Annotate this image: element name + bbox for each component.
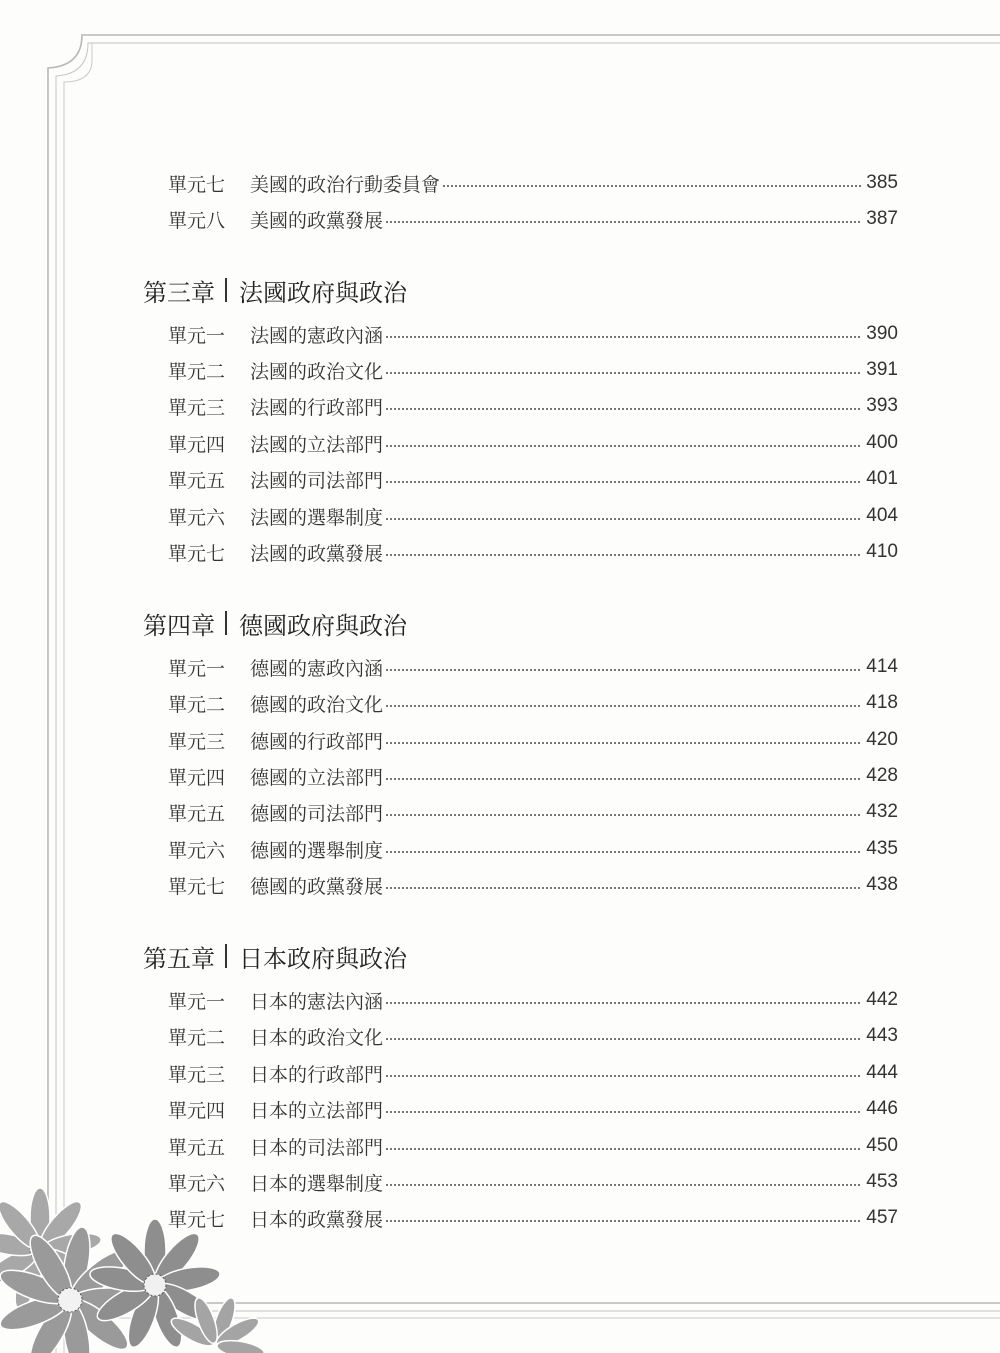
toc-entry[interactable]: [168, 391, 898, 421]
unit-title: 德國的政治文化: [250, 693, 384, 716]
page-number: 438: [866, 874, 898, 895]
unit-number: 單元七: [168, 542, 226, 565]
toc-entry[interactable]: [168, 652, 898, 682]
page-number: 432: [866, 801, 898, 822]
unit-title: 法國的立法部門: [250, 433, 384, 456]
unit-number: 單元五: [168, 1136, 226, 1159]
chapter-number: 第四章: [143, 611, 215, 640]
toc-entry[interactable]: [168, 761, 898, 791]
unit-number: 單元一: [168, 657, 226, 680]
chapter-heading[interactable]: [143, 938, 407, 974]
unit-title: 德國的司法部門: [250, 802, 384, 825]
dot-leader: [385, 1148, 862, 1150]
unit-title: 法國的政黨發展: [250, 542, 384, 565]
dot-leader: [385, 336, 862, 338]
dot-leader: [385, 372, 862, 374]
unit-title: 日本的司法部門: [250, 1136, 384, 1159]
unit-number: 單元二: [168, 1026, 226, 1049]
unit-title: 日本的立法部門: [250, 1099, 384, 1122]
unit-title: 日本的選舉制度: [250, 1172, 384, 1195]
toc-entry[interactable]: [168, 319, 898, 349]
unit-number: 單元七: [168, 1208, 226, 1231]
page-number: 385: [866, 172, 898, 193]
page-number: 410: [866, 541, 898, 562]
toc-entry[interactable]: [168, 725, 898, 755]
page-number: 390: [866, 323, 898, 344]
unit-title: 德國的選舉制度: [250, 839, 384, 862]
unit-title: 法國的政治文化: [250, 360, 384, 383]
unit-number: 單元五: [168, 802, 226, 825]
page-number: 393: [866, 395, 898, 416]
page-number: 420: [866, 729, 898, 750]
page-number: 391: [866, 359, 898, 380]
unit-title: 法國的選舉制度: [250, 506, 384, 529]
toc-entry[interactable]: [168, 501, 898, 531]
chapter-separator: [225, 944, 227, 968]
toc-entry[interactable]: [168, 428, 898, 458]
unit-number: 單元六: [168, 839, 226, 862]
dot-leader: [385, 887, 862, 889]
unit-number: 單元七: [168, 875, 226, 898]
unit-number: 單元一: [168, 990, 226, 1013]
unit-number: 單元四: [168, 433, 226, 456]
chapter-title: 德國政府與政治: [239, 611, 407, 640]
unit-number: 單元五: [168, 469, 226, 492]
unit-title: 法國的憲政內涵: [250, 324, 384, 347]
unit-title: 日本的政黨發展: [250, 1208, 384, 1231]
page-number: 443: [866, 1025, 898, 1046]
unit-number: 單元四: [168, 1099, 226, 1122]
chapter-title: 日本政府與政治: [239, 944, 407, 973]
unit-title: 美國的政黨發展: [250, 209, 384, 232]
toc-entry[interactable]: [168, 1058, 898, 1088]
unit-number: 單元二: [168, 693, 226, 716]
chapter-heading[interactable]: [143, 272, 407, 308]
unit-title: 法國的行政部門: [250, 396, 384, 419]
unit-title: 法國的司法部門: [250, 469, 384, 492]
toc-entry[interactable]: [168, 1167, 898, 1197]
dot-leader: [385, 445, 862, 447]
chapter-number: 第三章: [143, 278, 215, 307]
toc-entry[interactable]: [168, 688, 898, 718]
page-number: 442: [866, 989, 898, 1010]
chapter-separator: [225, 611, 227, 635]
page-number: 450: [866, 1135, 898, 1156]
unit-number: 單元八: [168, 209, 226, 232]
unit-number: 單元六: [168, 506, 226, 529]
dot-leader: [385, 705, 862, 707]
toc-entry[interactable]: [168, 870, 898, 900]
dot-leader: [385, 554, 862, 556]
dot-leader: [385, 518, 862, 520]
dot-leader: [385, 851, 862, 853]
unit-title: 德國的立法部門: [250, 766, 384, 789]
chapter-number: 第五章: [143, 944, 215, 973]
toc-entry[interactable]: [168, 1094, 898, 1124]
page-number: 418: [866, 692, 898, 713]
dot-leader: [442, 185, 862, 187]
page-number: 457: [866, 1207, 898, 1228]
unit-number: 單元二: [168, 360, 226, 383]
dot-leader: [385, 1002, 862, 1004]
toc-entry[interactable]: [168, 1203, 898, 1233]
toc-entry[interactable]: [168, 797, 898, 827]
toc-entry[interactable]: [168, 537, 898, 567]
dot-leader: [385, 669, 862, 671]
toc-entry[interactable]: [168, 168, 898, 198]
dot-leader: [385, 742, 862, 744]
page-number: 446: [866, 1098, 898, 1119]
dot-leader: [385, 221, 862, 223]
unit-number: 單元六: [168, 1172, 226, 1195]
dot-leader: [385, 1220, 862, 1222]
dot-leader: [385, 778, 862, 780]
unit-title: 德國的憲政內涵: [250, 657, 384, 680]
dot-leader: [385, 1075, 862, 1077]
chapter-heading[interactable]: [143, 605, 407, 641]
unit-number: 單元四: [168, 766, 226, 789]
toc-entry[interactable]: [168, 355, 898, 385]
toc-entry[interactable]: [168, 1021, 898, 1051]
unit-title: 日本的憲法內涵: [250, 990, 384, 1013]
unit-title: 美國的政治行動委員會: [250, 173, 441, 196]
unit-title: 德國的行政部門: [250, 730, 384, 753]
chapter-separator: [225, 278, 227, 302]
page-number: 400: [866, 432, 898, 453]
page-number: 435: [866, 838, 898, 859]
dot-leader: [385, 1184, 862, 1186]
chapter-title: 法國政府與政治: [239, 278, 407, 307]
unit-title: 日本的政治文化: [250, 1026, 384, 1049]
unit-number: 單元三: [168, 730, 226, 753]
page-number: 414: [866, 656, 898, 677]
dot-leader: [385, 1038, 862, 1040]
toc-entry[interactable]: [168, 834, 898, 864]
toc-entry[interactable]: [168, 1131, 898, 1161]
page-number: 453: [866, 1171, 898, 1192]
toc-entry[interactable]: [168, 464, 898, 494]
toc-entry[interactable]: [168, 985, 898, 1015]
dot-leader: [385, 1111, 862, 1113]
unit-title: 日本的行政部門: [250, 1063, 384, 1086]
page-number: 404: [866, 505, 898, 526]
page-number: 387: [866, 208, 898, 229]
toc-entry[interactable]: [168, 204, 898, 234]
dot-leader: [385, 481, 862, 483]
unit-number: 單元一: [168, 324, 226, 347]
page-number: 444: [866, 1062, 898, 1083]
unit-title: 德國的政黨發展: [250, 875, 384, 898]
unit-number: 單元三: [168, 396, 226, 419]
page-number: 428: [866, 765, 898, 786]
unit-number: 單元七: [168, 173, 226, 196]
unit-number: 單元三: [168, 1063, 226, 1086]
dot-leader: [385, 408, 862, 410]
page-number: 401: [866, 468, 898, 489]
dot-leader: [385, 814, 862, 816]
